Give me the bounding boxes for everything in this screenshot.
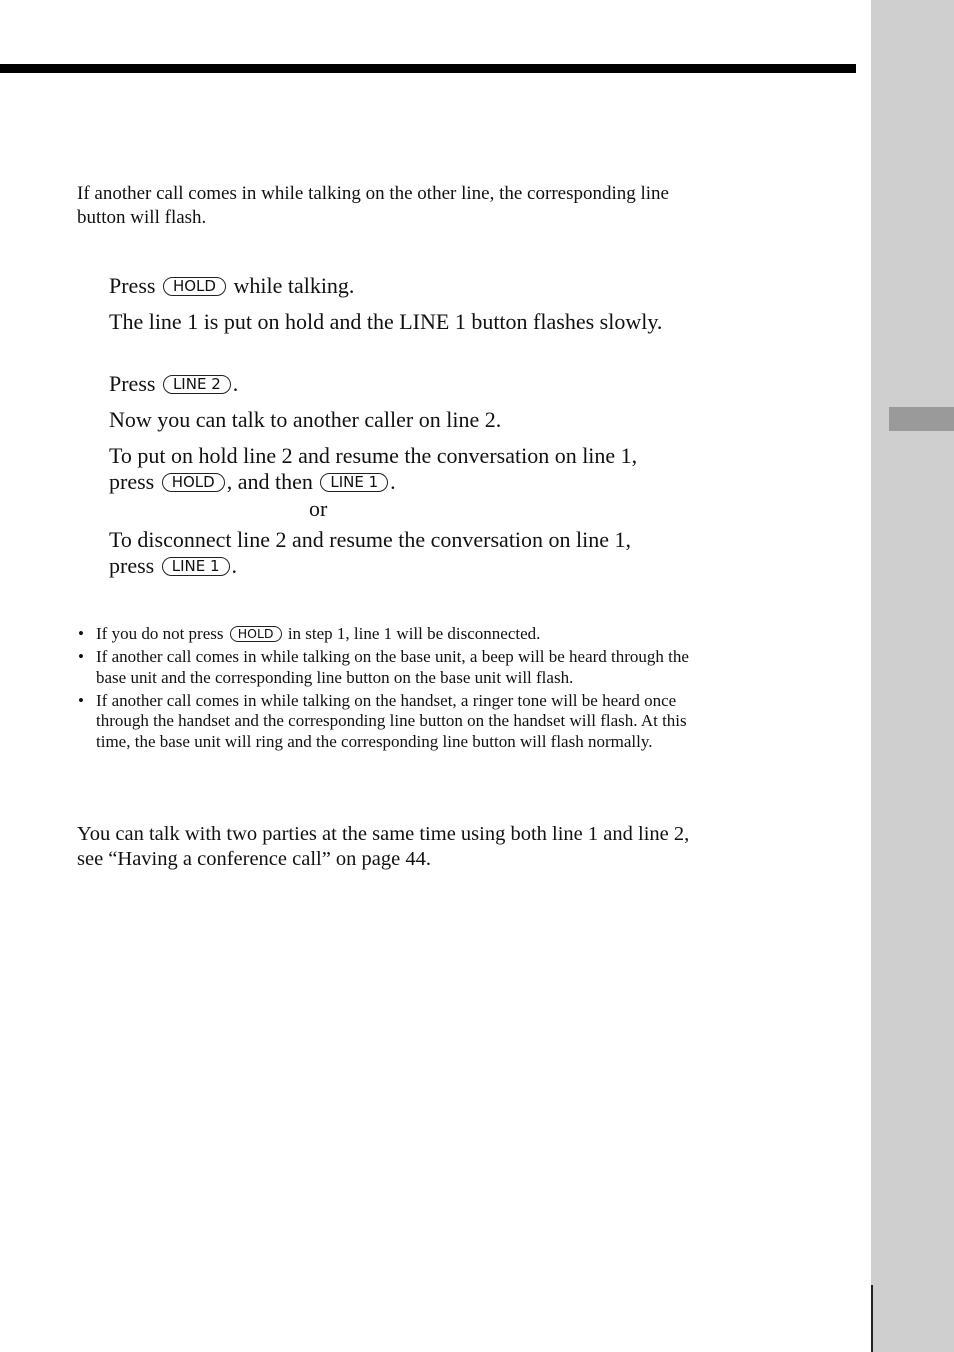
note-item [78,624,718,645]
bullet-icon: • [78,647,84,666]
tip-paragraph: You can talk with two parties at the same time using both line 1 and line 2, see “Having a conference call” on page 44. [77,823,690,870]
hold-key-icon: HOLD [230,626,282,642]
note-text: If you do not press [96,624,224,643]
intro-paragraph: If another call comes in while talking on the other line, the corresponding line button will flash. [77,183,669,228]
step-resume-line1 [109,443,729,495]
line1-key-icon: LINE 1 [320,473,388,492]
step-text: Press [109,371,156,396]
step-text: Press [109,273,156,298]
hold-key-icon: HOLD [163,277,226,296]
step-text: . [390,469,396,494]
step-result-line2: Now you can talk to another caller on line 2. [109,407,502,432]
line2-key-icon: LINE 2 [163,375,231,394]
line1-key-icon: LINE 1 [162,557,230,576]
step-text: , and then [226,469,313,494]
bullet-icon: • [78,690,84,710]
note-text: in step 1, line 1 will be disconnected. [287,624,541,643]
step-text: To disconnect line 2 and resume the conversation on line 1, [109,527,632,552]
note-text: If another call comes in while talking on the handset, a ringer tone will be heard once through the handset and the corresponding line button on the handset will flash. At this time, the base unit will ring and the corresponding line button will flash normally. [96,690,687,751]
step-text: press [109,553,155,578]
step-result-hold: The line 1 is put on hold and the LINE 1 button flashes slowly. [109,309,663,334]
bullet-icon: • [78,624,84,643]
page-edge-line [871,1285,873,1352]
note-item [78,647,718,688]
step-text: while talking. [233,273,355,298]
note-text: If another call comes in while talking on the base unit, a beep will be heard through the base unit and the corresponding line button on the base unit will flash. [96,647,689,687]
step-text: . [231,553,238,578]
step-text: To put on hold line 2 and resume the conversation on line 1, [109,443,638,468]
step-text: . [232,371,239,396]
side-thumb-band [871,0,954,1352]
step-text: press [109,469,155,494]
notes-list [78,624,718,755]
step-press-line2 [109,371,729,397]
section-tab-marker [889,407,954,431]
note-item [78,691,718,753]
header-rule [0,64,856,73]
step-disconnect-line2 [109,527,729,579]
or-separator: or [309,496,328,521]
step-press-hold [109,273,729,299]
hold-key-icon: HOLD [162,473,225,492]
